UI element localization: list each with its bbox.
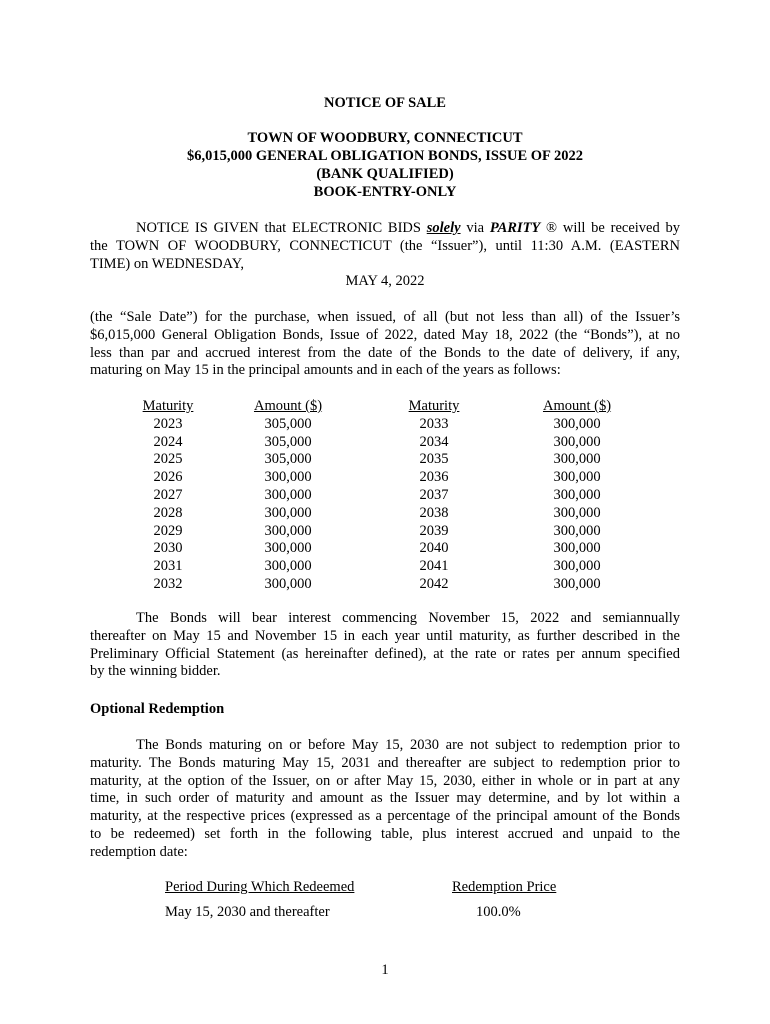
notice-line-1: NOTICE IS GIVEN that ELECTRONIC BIDS solely via PARITY ® will be received by	[136, 220, 680, 236]
maturity-amount-cell: 300,000	[553, 486, 601, 503]
maturity-year-cell: 2032	[153, 575, 183, 592]
interest-line: The Bonds will bear interest commencing November 15, 2022 and semiannually	[136, 610, 680, 626]
redemption-line: time, in such order of maturity and amount as the Issuer may determine, and by lot within a	[90, 790, 680, 807]
maturity-year-cell: 2028	[153, 504, 183, 521]
amount-column-left	[240, 398, 336, 594]
bank-qualified-label: (BANK QUALIFIED)	[316, 166, 454, 182]
redemption-price-value: 100.0%	[476, 904, 521, 920]
maturity-year-cell: 2038	[419, 504, 449, 521]
redemption-line: maturity. The Bonds maturing May 15, 2031 and thereafter are subject to redemption prior to	[90, 754, 680, 771]
maturity-year-cell: 2031	[153, 558, 183, 575]
redemption-line: to be redeemed) set forth in the following table, plus interest accrued and unpaid to the	[90, 825, 680, 842]
maturity-amount-cell: 305,000	[264, 433, 312, 450]
page-number: 1	[381, 962, 389, 978]
maturity-amount-cell: 300,000	[553, 504, 601, 521]
maturity-amount-cell: 300,000	[553, 575, 601, 592]
maturity-amount-cell: 300,000	[264, 558, 312, 575]
amount-header: Amount ($)	[542, 398, 612, 414]
redemption-line: maturity, at the respective prices (expressed as a percentage of the principal amount of the Bonds	[90, 808, 680, 825]
maturity-amount-cell: 300,000	[553, 451, 601, 468]
notice-paragraph	[90, 220, 680, 273]
interest-line: by the winning bidder.	[90, 663, 221, 680]
maturity-year-cell: 2026	[153, 469, 183, 486]
sale-paragraph	[90, 309, 680, 380]
maturity-year-cell: 2025	[153, 451, 183, 468]
redemption-line: The Bonds maturing on or before May 15, 2030 are not subject to redemption prior to	[136, 737, 680, 753]
notice-line-2: the TOWN OF WOODBURY, CONNECTICUT (the “Issuer”), until 11:30 A.M. (EASTERN	[90, 237, 680, 254]
bond-description: $6,015,000 GENERAL OBLIGATION BONDS, ISSUE OF 2022	[186, 148, 583, 164]
maturity-year-cell: 2036	[419, 469, 449, 486]
amount-column-right	[529, 398, 625, 594]
maturity-year-cell: 2039	[419, 522, 449, 539]
redemption-price-header: Redemption Price	[452, 879, 557, 895]
issuer-name: TOWN OF WOODBURY, CONNECTICUT	[247, 130, 523, 146]
maturity-year-cell: 2040	[419, 540, 449, 557]
sale-line: maturing on May 15 in the principal amounts and in each of the years as follows:	[90, 362, 561, 379]
maturity-year-cell: 2041	[419, 558, 449, 575]
interest-paragraph	[90, 610, 680, 681]
notice-title: NOTICE OF SALE	[324, 95, 446, 111]
parity-name: PARITY	[489, 220, 541, 236]
maturity-year-cell: 2033	[419, 415, 449, 432]
maturity-year-cell: 2029	[153, 522, 183, 539]
maturity-amount-cell: 300,000	[553, 415, 601, 432]
sale-line: (the “Sale Date”) for the purchase, when issued, of all (but not less than all) of the Issuer’s	[90, 309, 680, 325]
maturity-amount-cell: 300,000	[553, 558, 601, 575]
redemption-period-header: Period During Which Redeemed	[165, 879, 355, 895]
interest-line: Preliminary Official Statement (as hereinafter defined), at the rate or rates per annum specified	[90, 645, 680, 662]
maturity-amount-cell: 305,000	[264, 415, 312, 432]
maturity-header: Maturity	[408, 398, 460, 414]
amount-header: Amount ($)	[253, 398, 323, 414]
maturity-year-cell: 2030	[153, 540, 183, 557]
interest-line: thereafter on May 15 and November 15 in each year until maturity, as further described in the	[90, 627, 680, 644]
maturity-column-left	[130, 398, 206, 594]
maturity-year-cell: 2024	[153, 433, 183, 450]
maturity-amount-cell: 300,000	[553, 469, 601, 486]
maturity-header: Maturity	[142, 398, 194, 414]
maturity-amount-cell: 300,000	[553, 522, 601, 539]
optional-redemption-heading: Optional Redemption	[90, 701, 225, 717]
maturity-amount-cell: 300,000	[264, 486, 312, 503]
maturity-amount-cell: 300,000	[264, 522, 312, 539]
maturity-year-cell: 2027	[153, 486, 183, 503]
notice-line-3: TIME) on WEDNESDAY,	[90, 255, 244, 272]
maturity-column-right	[396, 398, 472, 594]
book-entry-label: BOOK-ENTRY-ONLY	[313, 184, 457, 200]
maturity-amount-cell: 305,000	[264, 451, 312, 468]
maturity-amount-cell: 300,000	[553, 540, 601, 557]
sale-date: MAY 4, 2022	[345, 273, 425, 289]
sale-line: $6,015,000 General Obligation Bonds, Issue of 2022, dated May 18, 2022 (the “Bonds”), at no	[90, 326, 680, 343]
redemption-line: redemption date:	[90, 843, 188, 860]
maturity-year-cell: 2023	[153, 415, 183, 432]
solely-emphasis: solely	[426, 220, 461, 236]
maturity-year-cell: 2042	[419, 575, 449, 592]
redemption-paragraph	[90, 737, 680, 862]
maturity-amount-cell: 300,000	[264, 504, 312, 521]
maturity-year-cell: 2034	[419, 433, 449, 450]
maturity-amount-cell: 300,000	[264, 575, 312, 592]
maturity-year-cell: 2035	[419, 451, 449, 468]
maturity-amount-cell: 300,000	[264, 469, 312, 486]
sale-line: less than par and accrued interest from the date of the Bonds to the date of delivery, if any,	[90, 344, 680, 361]
maturity-year-cell: 2037	[419, 486, 449, 503]
maturity-amount-cell: 300,000	[264, 540, 312, 557]
redemption-period-value: May 15, 2030 and thereafter	[165, 904, 330, 920]
maturity-amount-cell: 300,000	[553, 433, 601, 450]
redemption-line: maturity, at the option of the Issuer, on or after May 15, 2030, either in whole or in part at any	[90, 772, 680, 789]
